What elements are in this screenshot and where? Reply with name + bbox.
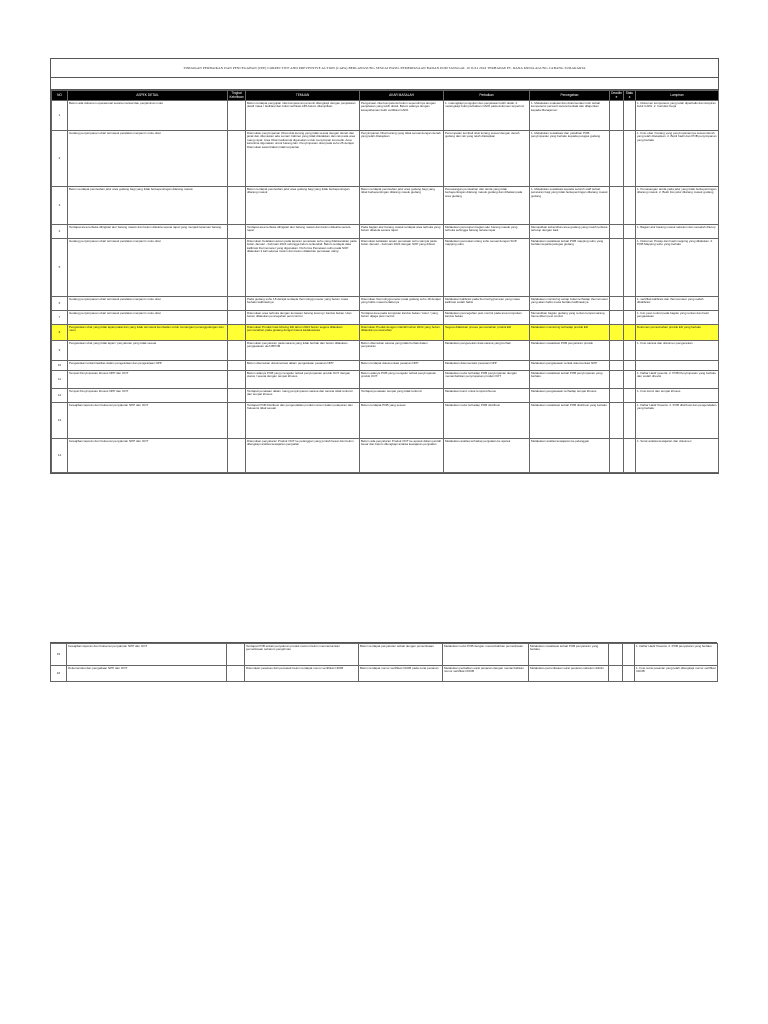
cell-lampiran: 1. Pemasangan tanda pada jalur yang tidak berkepentingan dilarang masuk. 2. Bukti foto jalur dilarang masuk gudang bbox=[636, 187, 719, 225]
cell-aspek: Kewajiban laporan dan frekuensi penyaluran NPP dan OOT bbox=[68, 439, 228, 473]
cell-akar: Belum terdapat nomor sertifikat CDOB pada surat pesanan bbox=[359, 666, 443, 682]
cell-perbaikan: Melakukan kunci untuk tempat khusus bbox=[444, 389, 530, 403]
cell-pencegahan: Memastikan kebersihan area gudang yang masih terbuka tertutup dengan baik bbox=[530, 225, 610, 239]
cell-deadline bbox=[610, 341, 624, 361]
cell-akar: Penyimpanan Obat kurang yang tidak sesuai dengan denah yang telah ditetapkan bbox=[360, 131, 444, 187]
table-body bbox=[52, 101, 719, 473]
cell-aspek: Gudang penyimpanan obat/ termasuk peralatan menjamin mutu obat bbox=[68, 311, 228, 325]
header-temuan: TEMUAN bbox=[246, 91, 360, 101]
cell-lampiran: 1. Bagian alur barang masuk sebelum dan sesudah ditutup bbox=[636, 225, 719, 239]
cell-pencegahan: Melakukan pemeriksaan surat pesanan sebelum dikirim bbox=[529, 666, 609, 682]
cell-deadline bbox=[610, 325, 624, 341]
cell-aspek: Tempat Penyimpanan khusus NPP dan OOT bbox=[68, 389, 228, 403]
cell-deadline bbox=[610, 389, 624, 403]
cell-temuan: Ditemukan penyimpanan Obat obat kurang yang tidak sesuai dengan denah dan jarak dan ditemukan ada Lemari Cabinet yang tidak diletakkan dan rak pada area ruang rapat. Area Obat tradisional digunakan untuk menyimpan kosmetik. Area karantina digunakan untuk barang lain. Penyimpanan obat pada suhu 25 derajat. Ditemukan kelembaban tidak terpantau bbox=[246, 131, 360, 187]
cell-lampiran: 1. foto pest control pada bagian yang rentan dan hasil pengawasan bbox=[636, 311, 719, 325]
table-row bbox=[52, 325, 719, 341]
cell-aspek: Gudang penyimpanan obat/ termasuk peralatan menjamin mutu obat bbox=[68, 131, 228, 187]
cell-tingkat bbox=[228, 101, 246, 131]
cell-aspek: Kewajiban laporan dan frekuensi penyaluran NPP dan OOT bbox=[67, 644, 227, 666]
cell-akar: Terdapat area pada tumpukan kardus bekas / kotor / yang belum dijaga pest control bbox=[360, 311, 444, 325]
cell-aspek: Gudang penyimpanan obat/ termasuk peralatan menjamin mutu obat bbox=[68, 239, 228, 297]
cell-akar: Terdapat penataan tempat yang tidak terkunci bbox=[360, 389, 444, 403]
cell-status bbox=[624, 439, 636, 473]
cell-aspek: Pengelolaan obat yang tidak layak / penyaluran yang tidak sesuai bbox=[68, 341, 228, 361]
table-row bbox=[52, 403, 719, 439]
cell-no: 9 bbox=[52, 341, 68, 361]
capa-table-continued bbox=[50, 643, 718, 682]
cell-perbaikan: Melakukan revisi terhadap POB distribusi bbox=[444, 403, 530, 439]
cell-akar: Ditemukan kelalaian acuan pemetaan suhu sampai pada bulan Januari - Februari 2024 dengan SOP yang dibuat bbox=[360, 239, 444, 297]
cell-perbaikan: Melakukan pengecekan data sarana yang berhak bbox=[444, 341, 530, 361]
cell-status bbox=[624, 131, 636, 187]
cell-temuan: Belum terdapat pengujian nilai kompetensi personil dilengkapi dengan penjelasan detail masa / fasilitasi dan bukti verifikasi APA belum ditampilkan bbox=[246, 101, 360, 131]
cell-akar: Belum terdapat penyaluran terkait dengan pemeriksaan bbox=[359, 644, 443, 666]
cell-tingkat bbox=[228, 439, 246, 473]
table-row bbox=[52, 101, 719, 131]
cell-perbaikan: Pemasangan pemisahan dan tanda yang tidak berkepentingan dilarang masuk gudang dan dibatasi pada area gudang bbox=[444, 187, 530, 225]
cell-akar: Pada bagian alur barang masuk terdapat area terbuka yang belum dikelola secara rapat bbox=[360, 225, 444, 239]
cell-akar: Belum adanya POB yang mengatur terkait penyimpanan produk OOT bbox=[360, 371, 444, 389]
cell-status bbox=[624, 239, 636, 297]
cell-pencegahan: Melakukan analisa kewajaran ke pelanggan bbox=[530, 439, 610, 473]
cell-no: 5 bbox=[52, 239, 68, 297]
cell-tingkat bbox=[228, 225, 246, 239]
cell-status bbox=[624, 403, 636, 439]
cell-temuan: Ditemukan pesanan dari pemasok belum terdapat nomor sertifikat CDOB bbox=[245, 666, 359, 682]
cell-deadline bbox=[610, 225, 624, 239]
cell-akar: Belum terdapat POB yang sesuai bbox=[360, 403, 444, 439]
cell-deadline bbox=[610, 187, 624, 225]
capa-sheet-continued bbox=[50, 642, 717, 682]
cell-akar: Belum ada penyaluran Produk OOT ke apotek dalam jumlah besar dan belum dilengkapi analisa kewajaran penjualan bbox=[360, 439, 444, 473]
cell-pencegahan: Melakukan pengawasan terhadap tempat khusus bbox=[530, 389, 610, 403]
cell-aspek: Belum terdapat pemisahan jalur area gudang bagi yang tidak berkepentingan dilarang masuk bbox=[68, 187, 228, 225]
cell-tingkat bbox=[228, 341, 246, 361]
table-row bbox=[52, 341, 719, 361]
cell-tingkat bbox=[228, 297, 246, 311]
cell-pencegahan: 1. Melakukan sosialisasi dan pelatihan POB penyimpanan yang berlaku kepada petugas gudang bbox=[530, 131, 610, 187]
cell-status bbox=[624, 101, 636, 131]
table-row bbox=[52, 361, 719, 371]
cell-tingkat bbox=[228, 361, 246, 371]
cell-pencegahan: 1. Melakukan evaluasi dan dokumentasi rutin terkait kompetensi personil secara berkala dan dilaporkan kepada Manajemen bbox=[530, 101, 610, 131]
cell-lampiran: 1. Dokumen Protap dan hasil mapping yang dilakukan. 2. POB Mapping suhu yang berlaku bbox=[636, 239, 719, 297]
cell-aspek: Kewajiban laporan dan frekuensi penyaluran NPP dan OOT bbox=[68, 403, 228, 439]
cell-pencegahan: Melakukan sosialisasi terkait POB mapping suhu yang berlaku kepada petugas gudang bbox=[530, 239, 610, 297]
cell-akar: Ditemukan thermohygrometer pada gudang suhu 18 derajat yang habis masa berlakunya bbox=[360, 297, 444, 311]
header-perbaikan: Perbaikan bbox=[444, 91, 530, 101]
table-row bbox=[52, 225, 719, 239]
table-row bbox=[51, 644, 718, 666]
cell-temuan: Terdapat penataan dalam ruang penyimpanan sarana dan sarana tidak terkunci dan tempat khusus bbox=[246, 389, 360, 403]
cell-status bbox=[624, 389, 636, 403]
header-status: Status bbox=[624, 91, 636, 101]
table-body-continued bbox=[51, 644, 718, 682]
cell-perbaikan: Segera dilakukan proses pemusnahan produk ED bbox=[444, 325, 530, 341]
cell-no: 16 bbox=[51, 666, 67, 682]
cell-no: 15 bbox=[51, 644, 67, 666]
cell-lampiran: 1. Foto surat pesanan yang telah dilengkapi nomor sertifikat CDOB bbox=[635, 666, 718, 682]
cell-perbaikan: Melakukan pencegahan pest control pada area tumpukan kardus bekas bbox=[444, 311, 530, 325]
document-title: TINDAKAN PERBAIKAN DAN PENCEGAHAN (TPP) CORRECTIVE AND PREVENTIVE ACTION (CAPA) BERLANGSUNG SESUAI HASIL PEMERIKSAAN BADAN POM TANGGAL 10 JULI 2024 TERHADAP PT. DANA MUDA AGUNG CABANG SURAKARTA bbox=[51, 59, 718, 78]
cell-aspek: Pengelolaan terkait fasilitas dalam pengelolaan dan pengelolaan NPP bbox=[68, 361, 228, 371]
cell-temuan: Ditemukan penyaluran pada sarana yang tidak berhak dan belum dilakukan pengawasan oleh BPOM bbox=[246, 341, 360, 361]
cell-tingkat bbox=[228, 325, 246, 341]
table-header-row bbox=[52, 91, 719, 101]
cell-status bbox=[624, 187, 636, 225]
header-tingkat: Tingkat Kekritisan bbox=[229, 90, 244, 99]
cell-perbaikan: Melakukan analisa terhadap penjualan ke apotek bbox=[444, 439, 530, 473]
cell-temuan: Belum terdapat pemisahan jalur area gudang bagi yang tidak berkepentingan dilarang masuk bbox=[246, 187, 360, 225]
cell-temuan: Belum ditemukan dokumentasi dalam pengelolaan pesanan NPP bbox=[246, 361, 360, 371]
cell-pencegahan: Melakukan sosialisasi terkait POB distribusi yang berlaku bbox=[530, 403, 610, 439]
cell-pencegahan: Melakukan sosialisasi POB penyaluran produk bbox=[530, 341, 610, 361]
header-lampiran: Lampiran bbox=[636, 91, 719, 101]
cell-status bbox=[624, 297, 636, 311]
cell-deadline bbox=[610, 131, 624, 187]
cell-no: 14 bbox=[52, 439, 68, 473]
cell-tingkat bbox=[227, 644, 245, 666]
cell-perbaikan: Melakukan pemetaan ulang suhu sesuai dengan SOP mapping suhu bbox=[444, 239, 530, 297]
cell-no: 13 bbox=[52, 403, 68, 439]
cell-perbaikan: Melakukan kalibrasi pada thermohygrometer yang masa kalibrasi sudah habis bbox=[444, 297, 530, 311]
cell-tingkat bbox=[228, 371, 246, 389]
cell-akar: Ditemukan Produk dengan nilai ED tahun 2024 yang belum dilakukan pemusnahan bbox=[360, 325, 444, 341]
cell-deadline bbox=[609, 644, 623, 666]
header-deadline: Deadline bbox=[611, 90, 622, 99]
cell-pencegahan: Melakukan monitoring terhadap produk ED bbox=[530, 325, 610, 341]
cell-lampiran: 1. sertifikat kalibrasi dan thermometer yang sudah dikalibrasi bbox=[636, 297, 719, 311]
cell-pencegahan: Melakukan sosialisasi terkait POB penyaluran yang berlaku bbox=[529, 644, 609, 666]
cell-deadline bbox=[610, 311, 624, 325]
cell-temuan: Terdapat POB Distribusi dan pengendalian produk namun dalam pelaporan dan frekuensi tidak sesuai bbox=[246, 403, 360, 439]
cell-aspek: Pengelolaan obat yang tidak layak pakai dan yang tidak termasuk kembalian untuk menangani penanggulangan dan mutu bbox=[68, 325, 228, 341]
cell-status bbox=[624, 361, 636, 371]
cell-akar: Pengunaan nilai kompetensi belum sepenuhnya dengan penjelasan yang lebih detail. Belum adanya dengan kesepahaman bukti verifikasi CAPA bbox=[360, 101, 444, 131]
cell-tingkat bbox=[228, 389, 246, 403]
cell-pencegahan: Melakukan monitoring setiap bulan terhadap thermometer yang akan habis masa berlaku kalibrasinya bbox=[530, 297, 610, 311]
cell-akar: Belum terdapat dokumentasi pesanan NPP bbox=[360, 361, 444, 371]
cell-akar: Belum ditemukan sarana yang tidak berhak dalam penyaluran bbox=[360, 341, 444, 361]
cell-no: 10 bbox=[52, 361, 68, 371]
cell-no: 4 bbox=[52, 225, 68, 239]
cell-status bbox=[624, 325, 636, 341]
cell-no: 7 bbox=[52, 311, 68, 325]
cell-lampiran: Dokumen pemusnahan produk ED yang berlaku bbox=[636, 325, 719, 341]
cell-status bbox=[624, 311, 636, 325]
cell-temuan: Terdapat area terbuka dilingkari alur barang masuk dan belum dikelola secara rapat bbox=[246, 225, 360, 239]
cell-temuan: Ditemukan area terbuka dengan kemasan barang kosong / kardus bekas / dan belum dilakukan pencegahan pest control bbox=[246, 311, 360, 325]
table-row bbox=[52, 439, 719, 473]
table-row bbox=[52, 311, 719, 325]
cell-temuan: Pada gudang suhu 18 derajat terdapat thermohygrometer yang belum masa berlaku kalibrasinya bbox=[246, 297, 360, 311]
cell-perbaikan: 1. melengkapi pengujian dan penjelasan lebih detail. 2. melengkapi bukti perbaikan CAPA pada dokumen terperinci bbox=[444, 101, 530, 131]
table-row bbox=[52, 131, 719, 187]
cell-lampiran: 1. Daftar Hadir Peserta. 2. POB distribusi dan pengendalian yang berlaku bbox=[636, 403, 719, 439]
table-row bbox=[51, 666, 718, 682]
cell-lampiran: 1. Surat analisa kewajaran dan dokumen bbox=[636, 439, 719, 473]
cell-no: 11 bbox=[52, 371, 68, 389]
cell-lampiran bbox=[636, 361, 719, 371]
cell-aspek: Terdapat area terbuka dilingkari alur barang masuk dan belum dikelola sesuai rapat yang menjadi tanaman barang bbox=[68, 225, 228, 239]
cell-no: 8 bbox=[52, 325, 68, 341]
cell-tingkat bbox=[227, 666, 245, 682]
cell-status bbox=[624, 371, 636, 389]
cell-temuan: Belum adanya POB yang mengatur terkait penyimpanan produk OOT dengan status / sesuai dengan tempat khusus bbox=[246, 371, 360, 389]
header-aspek: ASPEK DETAIL bbox=[68, 91, 228, 101]
cell-no: 2 bbox=[52, 131, 68, 187]
table-row bbox=[52, 187, 719, 225]
header-akar: AKAR MASALAH bbox=[360, 91, 444, 101]
cell-lampiran: 1. Foto obat / barang yang penyimpanannya sesuai denah yang telah ditetapkan. 2. Bukti hadir dan POB penyimpanan yang berlaku bbox=[636, 131, 719, 187]
cell-pencegahan: Memastikan bagian gudang yang rentan tempat sarang hama diberi pest control bbox=[530, 311, 610, 325]
cell-tingkat bbox=[228, 131, 246, 187]
capa-table bbox=[51, 90, 719, 473]
cell-status bbox=[624, 341, 636, 361]
cell-temuan: Ditemukan Kelalaian acuan pada laporan pemetaan suhu yang dilaksanakan pada bulan Januari - Februari 2024 sehingga belum terkendali. Belum terdapat data kalibrasi thermometer yang digunakan. Performa Pemetaan suhu pada SOP dilakukan 3 kali selama musim dan belum dilakukan pemetaan ulang bbox=[246, 239, 360, 297]
cell-aspek: Gudang penyimpanan obat/ termasuk peralatan menjamin mutu obat bbox=[68, 297, 228, 311]
cell-perbaikan: Melakukan penutupan bagian alur barang masuk yang terbuka sehingga barang tertata rapat bbox=[444, 225, 530, 239]
cell-aspek: Tempat Penyimpanan khusus NPP dan OOT bbox=[68, 371, 228, 389]
cell-status bbox=[623, 666, 635, 682]
cell-status bbox=[623, 644, 635, 666]
cell-no: 1 bbox=[52, 101, 68, 131]
cell-akar: Belum terdapat pemisahan jalur area gudang bagi yang tidak berkepentingan dilarang masuk gudang bbox=[360, 187, 444, 225]
header-no: NO bbox=[52, 91, 68, 101]
cell-deadline bbox=[610, 439, 624, 473]
cell-temuan: Ditemukan Produk Fast-Moving ED tahun 2024 belum segera dilakukan pemusnahan pada gudang dengan kasus kadaluwarsa bbox=[246, 325, 360, 341]
cell-pencegahan: Melakukan sosialisasi terkait POB penyimpanan yang berlaku bbox=[530, 371, 610, 389]
table-row bbox=[52, 239, 719, 297]
cell-pencegahan: 1. Melakukan sosialisasi kepada seluruh staff terkait peraturan bagi yang tidak berkepentingan dilarang masuk gudang bbox=[530, 187, 610, 225]
cell-deadline bbox=[610, 239, 624, 297]
cell-perbaikan: Melakukan revisi POB dengan menambahkan pemeriksaan bbox=[443, 644, 529, 666]
cell-tingkat bbox=[228, 403, 246, 439]
title-spacer bbox=[51, 78, 718, 90]
cell-perbaikan: Melakukan revisi terhadap POB penyimpanan dengan menambahkan penyimpanan produk OOT bbox=[444, 371, 530, 389]
cell-no: 3 bbox=[52, 187, 68, 225]
cell-lampiran: 1. Daftar Hadir peserta. 2. POB Penyimpanan yang berlaku dan sudah direvisi bbox=[636, 371, 719, 389]
table-row bbox=[52, 297, 719, 311]
cell-deadline bbox=[610, 403, 624, 439]
cell-tingkat bbox=[228, 187, 246, 225]
cell-perbaikan: Melakukan perbaikan surat pesanan dengan menambahkan nomor sertifikat CDOB bbox=[443, 666, 529, 682]
cell-deadline bbox=[610, 371, 624, 389]
cell-deadline bbox=[610, 297, 624, 311]
cell-deadline bbox=[610, 101, 624, 131]
cell-perbaikan: Penempatan kembali obat kurang sesuai dengan denah gudang dan rak yang telah ditetapkan bbox=[444, 131, 530, 187]
cell-deadline bbox=[609, 666, 623, 682]
cell-aspek: Belum ada dokumen operasional secara manual dan penjaminan mutu bbox=[68, 101, 228, 131]
cell-status bbox=[624, 225, 636, 239]
cell-tingkat bbox=[228, 239, 246, 297]
cell-temuan: Ditemukan penyaluran Produk OOT ke pelanggan yang jumlah besar dan belum dilengkapi analisa kewajaran penjualan bbox=[246, 439, 360, 473]
cell-aspek: Dokumentasi dan pengadaan NPP dan OOT bbox=[67, 666, 227, 682]
cell-no: 6 bbox=[52, 297, 68, 311]
cell-deadline bbox=[610, 361, 624, 371]
cell-pencegahan: Melakukan pengawasan terkait dokumentasi NPP bbox=[530, 361, 610, 371]
cell-lampiran: 1. Foto sarana dan dokumen pengecekan bbox=[636, 341, 719, 361]
cell-tingkat bbox=[228, 311, 246, 325]
table-row bbox=[52, 389, 719, 403]
cell-perbaikan: Melakukan dokumentasi pesanan NPP bbox=[444, 361, 530, 371]
cell-no: 12 bbox=[52, 389, 68, 403]
capa-sheet bbox=[50, 58, 719, 474]
header-pencegahan: Pencegahan bbox=[530, 91, 610, 101]
cell-lampiran: 1. Foto kunci dan tempat khusus bbox=[636, 389, 719, 403]
table-row bbox=[52, 371, 719, 389]
cell-lampiran: 1. Daftar Hadir Peserta. 2. POB penyaluran yang berlaku bbox=[635, 644, 718, 666]
cell-lampiran: 1. Dokumen kompetensi yang telah diperbaiki dan lampiran bukti CAPA. 2. Instruksi Kerja bbox=[636, 101, 719, 131]
cell-temuan: Terdapat POB terkait penyaluran produk namun belum mencantumkan pemeriksaan sebelum pengiriman bbox=[245, 644, 359, 666]
